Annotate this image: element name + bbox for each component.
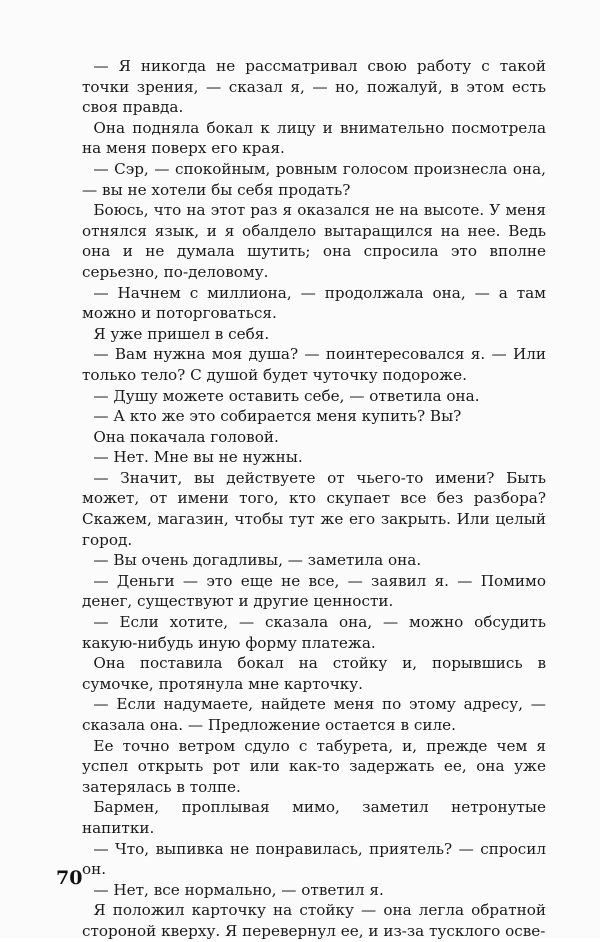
paragraph: — Если хотите, — сказала она, — можно обсудить какую-нибудь иную форму платежа. [82, 613, 546, 652]
paragraph: Боюсь, что на этот раз я оказался не на высоте. У меня отнялся язык, и я обалдело вытаращился на нее. Ведь она и не думала шутить; она спросила это вполне серьезно, по-деловому. [82, 201, 546, 281]
paragraph: Она поставила бокал на стойку и, порывшись в сумочке, протянула мне карточку. [82, 654, 546, 693]
paragraph: Я уже пришел в себя. [93, 324, 270, 343]
paragraph: — Нет. Мне вы не нужны. [93, 448, 303, 467]
paragraph: — Что, выпивка не понравилась, приятель? — спросил он. [82, 839, 546, 879]
paragraph: — Я никогда не рассматривал свою работу с такой точки зрения, — сказал я, — но, пожалуй, в этом есть своя правда. [82, 57, 546, 117]
paragraph: Она подняла бокал к лицу и внимательно посмотрела на меня поверх его края. [82, 118, 546, 158]
page-number: 70 [56, 867, 83, 889]
paragraph: Я положил карточку на стойку — она легла обратной стороной кверху. Я перевернул ее, и из-за тусклого осве- [82, 901, 546, 940]
body-text [82, 56, 546, 942]
paragraph: — Если надумаете, найдете меня по этому адресу, — сказала она. — Предложение остается в силе. [82, 695, 546, 734]
paragraph: — Нет, все нормально, — ответил я. [93, 880, 384, 899]
paragraph: Она покачала головой. [93, 427, 279, 446]
paragraph: — Сэр, — спокойным, ровным голосом произнесла она, — вы не хотели бы себя продать? [82, 159, 546, 199]
paragraph: — Вам нужна моя душа? — поинтересовался я. — Или только тело? С душой будет чуточку подороже. [82, 345, 546, 384]
paragraph: — Душу можете оставить себе, — ответила она. [93, 386, 480, 405]
paragraph: Ее точно ветром сдуло с табурета, и, прежде чем я успел открыть рот или как-то задержать ее, она уже затерялась в толпе. [82, 736, 546, 796]
paragraph: — Начнем с миллиона, — продолжала она, — а там можно и поторговаться. [82, 283, 546, 323]
paragraph: — Значит, вы действуете от чьего-то имени? Быть может, от имени того, кто скупает все без разбора? Скажем, магазин, чтобы тут же его закрыть. Или целый город. [82, 468, 546, 549]
paragraph: — Деньги — это еще не все, — заявил я. — Помимо денег, существуют и другие ценности. [82, 571, 546, 611]
paragraph: Бармен, проплывая мимо, заметил нетронутые напитки. [82, 798, 546, 837]
paragraph: — А кто же это собирается меня купить? Вы? [93, 407, 462, 426]
paragraph: — Вы очень догадливы, — заметила она. [93, 551, 422, 570]
